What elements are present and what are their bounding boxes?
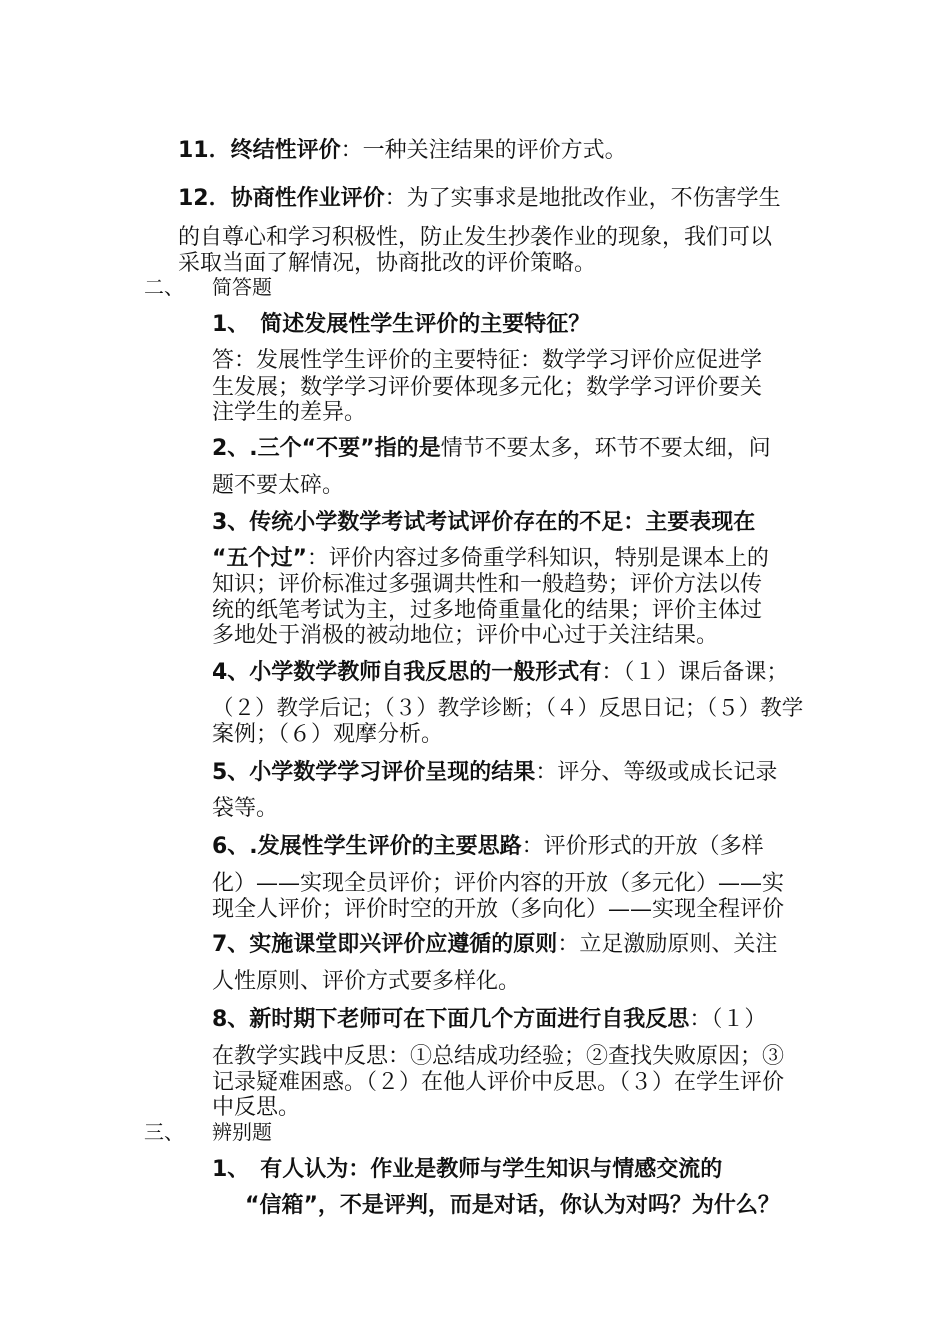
answer-text: ：评价内容过多倚重学科知识，特别是课本上的	[306, 546, 769, 571]
question-3-line-5: 多地处于消极的被动地位；评价中心过于关注结果。	[212, 623, 719, 648]
question-label: 5、小学数学学习评价呈现的结果	[212, 760, 536, 785]
question-6-line-1	[212, 832, 764, 862]
question-8-line-1	[212, 1005, 766, 1035]
question-5-line-1	[212, 758, 777, 788]
question-1: 1、 简述发展性学生评价的主要特征？	[212, 312, 591, 337]
answer-1-line-3: 注学生的差异。	[212, 400, 367, 425]
question-3-line-4: 统的纸笔考试为主，过多地倚重量化的结果；评价主体过	[212, 598, 763, 623]
definition-12-line-2: 的自尊心和学习积极性，防止发生抄袭作业的现象，我们可以	[178, 225, 773, 250]
question-4-line-3: 案例；（６）观摩分析。	[212, 722, 444, 747]
section-heading-2	[144, 273, 272, 301]
section-number: 二、	[144, 275, 184, 299]
answer-text: ：评价形式的开放（多样	[521, 834, 764, 859]
answer-text: ：（１）课后备课；	[601, 660, 789, 685]
question-7-line-1	[212, 930, 777, 960]
question-2-line-2: 题不要太碎。	[212, 473, 345, 498]
definition-12-line-1	[178, 184, 781, 214]
question-5-line-2: 袋等。	[212, 796, 279, 821]
answer-1-line-2: 生发展；数学学习评价要体现多元化；数学学习评价要关	[212, 375, 763, 400]
answer-1-line-1: 答：发展性学生评价的主要特征：数学学习评价应促进学	[212, 348, 763, 373]
question-4-line-2: （２）教学后记；（３）教学诊断；（４）反思日记；（５）教学	[212, 696, 804, 721]
question-2-line-1	[212, 434, 771, 464]
definition-11	[178, 136, 627, 166]
definition-12-line-3: 采取当面了解情况，协商批改的评价策略。	[178, 251, 597, 276]
discrimination-question-1-line-2: “信箱”，不是评判，而是对话，你认为对吗？为什么？	[245, 1193, 780, 1218]
question-label: 7、实施课堂即兴评价应遵循的原则	[212, 932, 558, 957]
section-number: 三、	[144, 1120, 184, 1144]
section-heading-3	[144, 1118, 272, 1146]
question-8-line-2: 在教学实践中反思：①总结成功经验；②查找失败原因；③	[212, 1044, 785, 1069]
answer-text: 情节不要太多，环节不要太细，问	[440, 436, 771, 461]
answer-text: ：（１）	[689, 1007, 767, 1032]
question-8-line-3: 记录疑难困惑。（２）在他人评价中反思。（３）在学生评价	[212, 1070, 785, 1095]
question-label: 2、.三个“不要”指的是	[212, 436, 441, 461]
answer-text: ：评分、等级或成长记录	[535, 760, 778, 785]
term-label: 12．协商性作业评价	[178, 186, 385, 211]
question-8-line-4: 中反思。	[212, 1095, 301, 1120]
question-label: 4、小学数学教师自我反思的一般形式有	[212, 660, 602, 685]
section-title: 辨别题	[212, 1120, 272, 1144]
question-7-line-2: 人性原则、评价方式要多样化。	[212, 969, 521, 994]
question-label: 6、.发展性学生评价的主要思路	[212, 834, 522, 859]
section-title: 简答题	[212, 275, 272, 299]
term-label: 11．终结性评价	[178, 138, 341, 163]
question-6-line-3: 现全人评价；评价时空的开放（多向化）——实现全程评价	[212, 897, 785, 922]
answer-text: ：立足激励原则、关注	[557, 932, 778, 957]
question-6-line-2: 化）——实现全员评价；评价内容的开放（多元化）——实	[212, 871, 785, 896]
question-3-line-1: 3、传统小学数学考试考试评价存在的不足：主要表现在	[212, 510, 756, 535]
question-label: 8、新时期下老师可在下面几个方面进行自我反思	[212, 1007, 690, 1032]
definition-text: ：一种关注结果的评价方式。	[340, 138, 627, 163]
discrimination-question-1-line-1: 1、 有人认为：作业是教师与学生知识与情感交流的	[212, 1157, 723, 1182]
definition-text: ：为了实事求是地批改作业，不伤害学生	[384, 186, 781, 211]
question-label: “五个过”	[212, 546, 307, 571]
question-4-line-1	[212, 658, 788, 688]
question-3-line-3: 知识；评价标准过多强调共性和一般趋势；评价方法以传	[212, 572, 763, 597]
